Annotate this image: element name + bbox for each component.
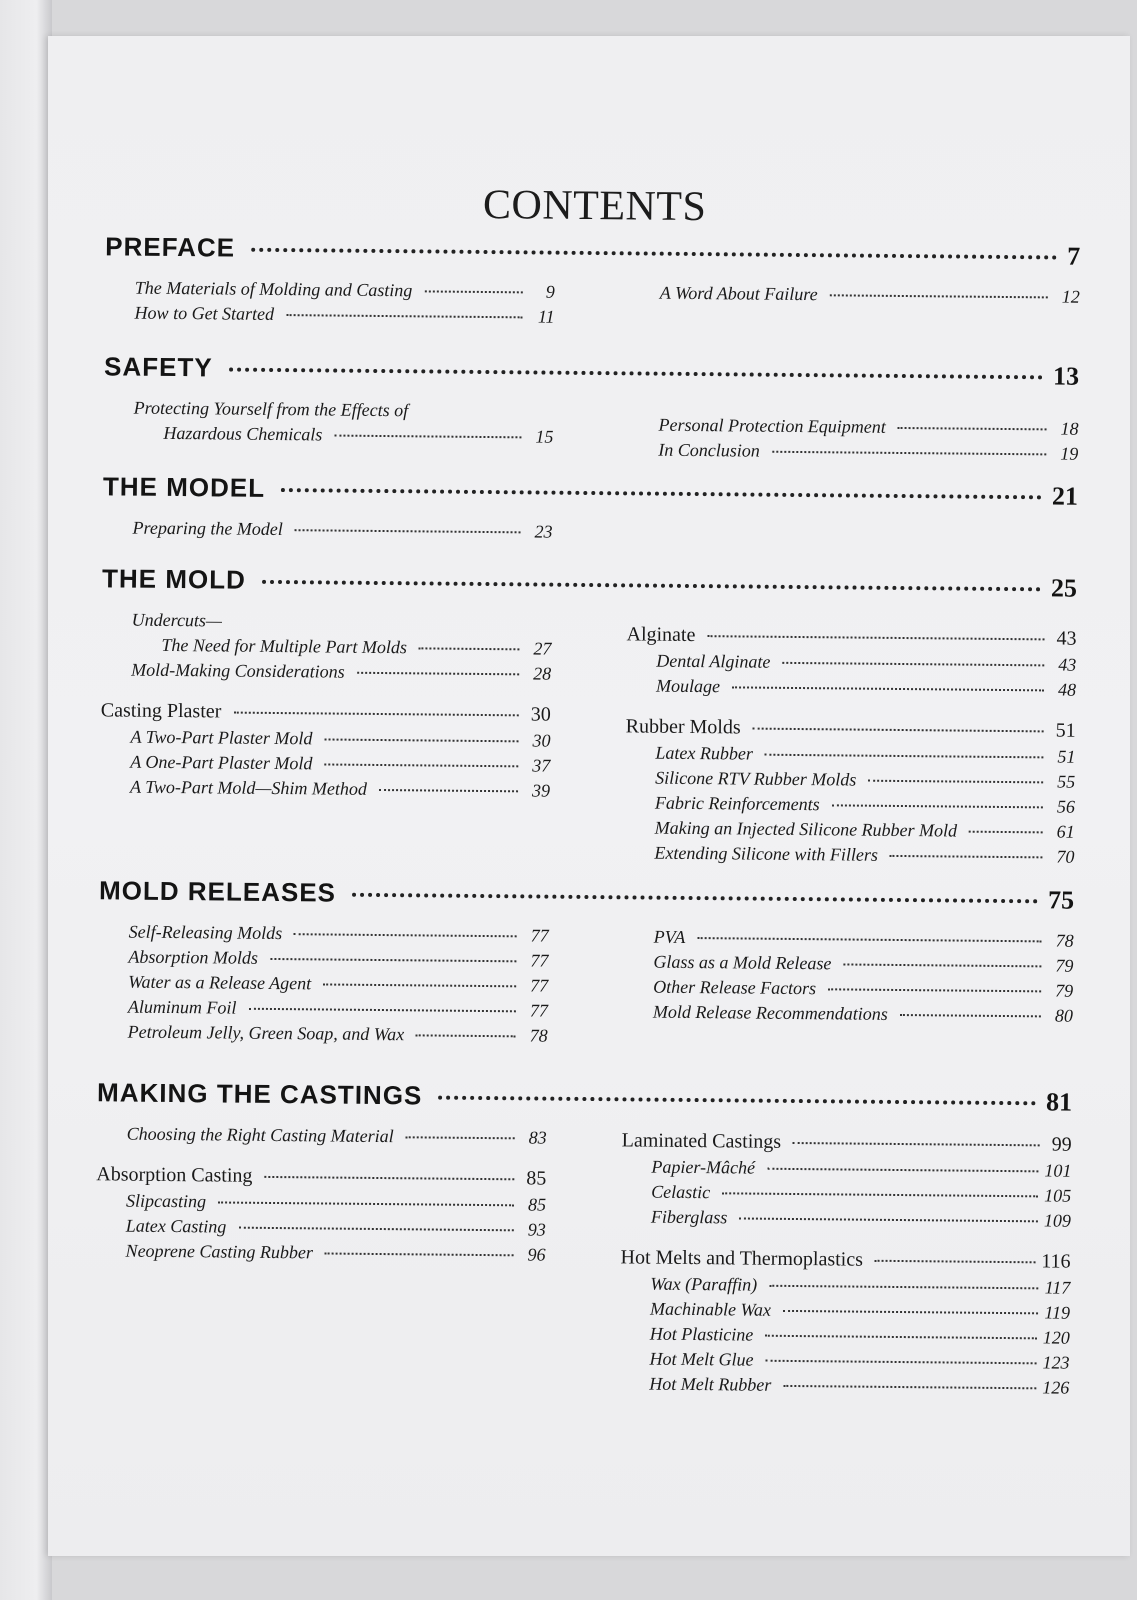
entry-title: Rubber Molds [625, 715, 741, 739]
entry-title: Wax (Paraffin) [650, 1273, 758, 1295]
entry-title: Laminated Castings [621, 1129, 782, 1153]
entry-page: 70 [1056, 846, 1075, 867]
dot-leader [875, 1260, 1035, 1264]
entry-page: 80 [1054, 1005, 1074, 1026]
right-column [623, 924, 1074, 1053]
entry-title: Hot Melt Rubber [649, 1373, 772, 1395]
entry-page: 116 [1041, 1250, 1071, 1273]
entry-title: Other Release Factors [653, 976, 817, 999]
left-column [104, 275, 554, 329]
entry-title: Making an Injected Silicone Rubber Mold [654, 817, 958, 841]
dot-leader [406, 1136, 515, 1139]
toc-entry [619, 1371, 1069, 1400]
toc-entry [102, 515, 552, 544]
dot-leader [769, 1285, 1038, 1290]
entry-page: 93 [527, 1219, 546, 1240]
toc-entry [101, 657, 551, 686]
section-page-number: 75 [1047, 885, 1075, 915]
entry-title: Preparing the Model [132, 517, 283, 540]
entry-page: 51 [1055, 719, 1076, 742]
dot-leader [868, 780, 1043, 784]
entry-page: 28 [533, 663, 552, 684]
entry-title: Fabric Reinforcements [654, 792, 820, 815]
toc-entry [97, 1121, 547, 1150]
entry-page: 12 [1061, 286, 1080, 307]
dot-leader [832, 804, 1043, 808]
dot-leader [722, 1192, 1038, 1197]
dot-leader [295, 529, 521, 533]
dot-leader [782, 662, 1044, 667]
dot-leader [697, 937, 1041, 942]
toc-entry [623, 999, 1073, 1028]
entry-page: 51 [1057, 746, 1076, 767]
section-title: MAKING THE CASTINGS [96, 1077, 423, 1111]
dot-leader [900, 1014, 1041, 1017]
entry-page: 78 [1055, 930, 1074, 951]
entry-title: Latex Casting [125, 1215, 227, 1237]
right-column [629, 280, 1079, 334]
dot-leader [379, 789, 518, 792]
entry-title: Latex Rubber [655, 742, 753, 764]
dot-leader [772, 451, 1047, 456]
entry-title: Absorption Molds [128, 946, 259, 968]
toc-entry-major [622, 1126, 1072, 1158]
entry-title: Water as a Release Agent [128, 971, 312, 994]
dot-leader [233, 712, 518, 717]
dot-leader [419, 647, 520, 650]
entry-title: Papier-Mâché [651, 1156, 756, 1178]
entry-title: Glass as a Mold Release [653, 951, 832, 974]
dot-leader [707, 635, 1044, 640]
entry-page: 77 [530, 925, 549, 946]
entry-title: Dental Alginate [656, 650, 771, 672]
dot-leader [324, 763, 518, 767]
entry-page: 77 [530, 975, 549, 996]
section-making-castings [94, 1077, 1072, 1400]
dot-leader [765, 754, 1044, 759]
dot-leader [753, 728, 1044, 733]
entry-title: Slipcasting [125, 1190, 207, 1212]
toc-entry [621, 1204, 1071, 1233]
entry-page: 79 [1055, 980, 1074, 1001]
entry-title: Extending Silicone with Fillers [654, 842, 879, 865]
entry-title: Casting Plaster [100, 699, 222, 723]
entry-page: 119 [1044, 1302, 1071, 1323]
dot-leader [286, 314, 523, 318]
entry-title: Petroleum Jelly, Green Soap, and Wax [127, 1021, 405, 1045]
toc-entry-major [626, 620, 1076, 652]
section-title: THE MODEL [102, 471, 266, 503]
left-column [99, 607, 551, 864]
dot-leader [424, 290, 522, 293]
section-heading [99, 875, 1074, 922]
entry-title: Mold-Making Considerations [131, 659, 345, 682]
entry-title: Moulage [655, 675, 721, 697]
dot-leader [416, 1034, 516, 1037]
entry-title: Absorption Casting [96, 1163, 253, 1187]
toc-entry [104, 300, 554, 329]
left-column [102, 515, 552, 544]
entry-page: 96 [527, 1244, 546, 1265]
dot-leader [828, 988, 1041, 992]
entry-page: 30 [532, 730, 551, 751]
section-page-number: 81 [1045, 1087, 1073, 1117]
toc-entry [95, 1238, 545, 1267]
entry-page: 105 [1044, 1185, 1072, 1206]
entry-page: 126 [1042, 1377, 1070, 1398]
dot-leader [264, 1176, 514, 1180]
entry-page: 56 [1056, 796, 1076, 817]
entry-title: Mold Release Recommendations [652, 1001, 888, 1024]
entry-title: A Two-Part Plaster Mold [130, 726, 313, 749]
entry-title: Machinable Wax [649, 1298, 771, 1320]
entry-title: Silicone RTV Rubber Molds [655, 767, 857, 790]
right-column [628, 400, 1079, 466]
section-heading [103, 471, 1078, 518]
entry-title: PVA [653, 926, 686, 947]
right-column [619, 1126, 1072, 1400]
section-title: MOLD RELEASES [98, 875, 337, 908]
section-title: SAFETY [103, 351, 213, 383]
entry-page: 77 [529, 1000, 549, 1021]
entry-title: A One-Part Plaster Mold [130, 751, 313, 774]
dot-leader [732, 686, 1044, 691]
dot-leader [334, 435, 521, 439]
page-title: CONTENTS [482, 181, 707, 231]
dot-leader [843, 963, 1041, 967]
entry-title: Neoprene Casting Rubber [125, 1240, 314, 1263]
entry-title: Hot Plasticine [649, 1323, 754, 1345]
entry-page: 15 [535, 426, 554, 447]
entry-title: A Word About Failure [659, 282, 818, 305]
toc-entry [98, 1019, 548, 1048]
entry-page: 78 [529, 1025, 548, 1046]
section-heading [102, 563, 1077, 610]
entry-page: 48 [1057, 679, 1077, 700]
section-preface [104, 231, 1080, 334]
entry-title: How to Get Started [134, 302, 275, 324]
entry-page: 30 [530, 703, 551, 726]
entry-title: Protecting Yourself from the Effects of [133, 397, 409, 421]
entry-page: 85 [526, 1167, 547, 1190]
toc-entry [103, 420, 553, 449]
entry-title: In Conclusion [658, 439, 760, 461]
entry-page: 55 [1057, 771, 1076, 792]
entry-page: 43 [1058, 654, 1077, 675]
toc-entry [624, 840, 1074, 869]
entry-page: 109 [1043, 1210, 1072, 1231]
dot-leader [218, 1201, 514, 1206]
entry-page: 99 [1051, 1133, 1072, 1156]
toc-entry-major [626, 712, 1076, 744]
dot-leader [270, 958, 516, 962]
dot-leader [830, 294, 1048, 298]
entry-page: 85 [527, 1194, 547, 1215]
section-mold [99, 563, 1077, 869]
entry-page: 61 [1056, 821, 1075, 842]
entry-page: 120 [1042, 1327, 1070, 1348]
entry-page: 43 [1056, 627, 1077, 650]
entry-page: 117 [1044, 1277, 1071, 1298]
left-column [98, 919, 549, 1048]
entry-title: Celastic [651, 1181, 711, 1203]
left-column [103, 395, 554, 461]
dot-leader [783, 1385, 1036, 1389]
dot-leader [248, 1008, 516, 1013]
dot-leader [325, 1252, 514, 1256]
entry-page: 23 [534, 521, 553, 542]
entry-title: Self-Releasing Molds [128, 921, 283, 944]
dot-leader [765, 1335, 1037, 1340]
page-content [41, 31, 1137, 1561]
entry-page: 39 [531, 780, 551, 801]
dot-leader [352, 893, 1038, 904]
entry-title: The Need for Multiple Part Molds [161, 634, 407, 658]
book-page [48, 36, 1130, 1556]
entry-title: Alginate [626, 623, 696, 647]
toc-entry [626, 673, 1076, 702]
entry-title: Choosing the Right Casting Material [126, 1123, 394, 1147]
section-model [102, 471, 1078, 549]
entry-page: 77 [530, 950, 549, 971]
dot-leader [251, 248, 1057, 260]
toc-entry [630, 280, 1080, 309]
section-title: THE MOLD [101, 563, 246, 595]
dot-leader [238, 1227, 513, 1232]
entry-page: 9 [545, 281, 555, 302]
dot-leader [969, 831, 1043, 834]
section-heading [104, 351, 1079, 398]
entry-title: Hot Melts and Thermoplastics [620, 1246, 864, 1271]
dot-leader [294, 933, 517, 937]
entry-page: 37 [532, 755, 551, 776]
dot-leader [262, 580, 1041, 591]
entry-page: 79 [1055, 955, 1074, 976]
dot-leader [783, 1310, 1038, 1314]
entry-title: Personal Protection Equipment [658, 414, 886, 437]
dot-leader [793, 1142, 1040, 1146]
entry-title: A Two-Part Mold—Shim Method [129, 776, 367, 799]
entry-title: Fiberglass [650, 1206, 728, 1228]
toc-entry-major [96, 1160, 546, 1192]
entry-page: 83 [528, 1127, 547, 1148]
entry-page: 19 [1060, 443, 1079, 464]
toc-entry [628, 437, 1078, 466]
dot-leader [739, 1217, 1038, 1222]
entry-title: Hazardous Chemicals [163, 422, 323, 445]
dot-leader [438, 1096, 1036, 1106]
dot-leader [357, 672, 520, 676]
section-title: PREFACE [105, 231, 236, 263]
section-page-number: 7 [1067, 241, 1081, 271]
toc-entry [100, 774, 550, 803]
dot-leader [324, 738, 518, 742]
section-mold-releases [98, 875, 1075, 1053]
entry-title: Undercuts— [131, 609, 223, 631]
right-column [624, 612, 1076, 869]
section-heading [105, 231, 1080, 278]
entry-title: Hot Melt Glue [649, 1348, 754, 1370]
entry-title: The Materials of Molding and Casting [134, 277, 413, 301]
toc-entry-major [620, 1243, 1070, 1275]
dot-leader [281, 488, 1042, 499]
section-safety [103, 351, 1079, 466]
section-page-number: 25 [1050, 573, 1078, 603]
entry-page: 27 [533, 638, 552, 659]
entry-title: Aluminum Foil [127, 996, 237, 1018]
dot-leader [767, 1168, 1038, 1173]
entry-page: 123 [1042, 1352, 1070, 1373]
dot-leader [890, 855, 1043, 858]
entry-page: 101 [1044, 1160, 1072, 1181]
dot-leader [229, 368, 1043, 380]
dot-leader [766, 1360, 1037, 1365]
entry-page: 11 [537, 306, 555, 327]
section-page-number: 13 [1052, 361, 1080, 391]
right-column [627, 520, 1077, 549]
dot-leader [898, 427, 1047, 430]
dot-leader [323, 983, 516, 987]
toc-entry-major [101, 696, 551, 728]
section-heading [97, 1077, 1072, 1124]
section-page-number: 21 [1051, 481, 1079, 511]
left-column [94, 1121, 547, 1395]
entry-page: 18 [1060, 418, 1079, 439]
